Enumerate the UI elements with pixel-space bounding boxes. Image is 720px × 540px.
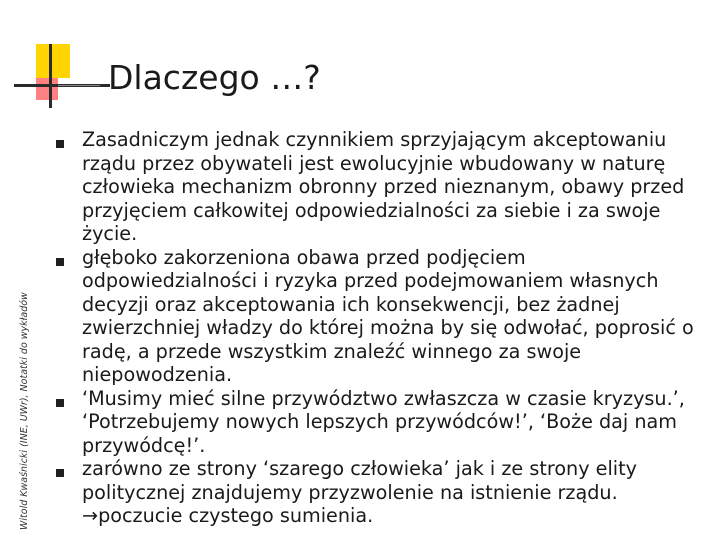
square-bullet-icon [56,399,64,407]
bullet-item [56,387,706,458]
side-note: Witold Kwaśnicki (INE, UWr), Notatki do wykładów [19,292,30,530]
slide-logo-decoration [0,0,120,120]
bullet-text: zarówno ze strony ‘szarego człowieka’ jak i ze strony elity politycznej znajdujemy przyzwolenie na istnienie rządu. →poczucie czystego sumienia. [82,457,638,527]
bullet-item [56,128,706,246]
bullet-text: głęboko zakorzeniona obawa przed podjęciem odpowiedzialności i ryzyka przed podejmowaniem własnych decyzji oraz akceptowania ich konsekwencji, bez żadnej zwierzchniej władzy do której można by się odwołać, poprosić o radę, a przede wszystkim znaleźć winnego za swoje niepowodzenia. [82,245,694,386]
yellow-square-decoration [36,44,70,78]
red-square-decoration [36,78,58,100]
slide-title: Dlaczego …? [108,58,321,97]
title-rule [58,85,100,86]
bullet-text: ‘Musimy mieć silne przywództwo zwłaszcza w czasie kryzysu.’, ‘Potrzebujemy nowych lepszych przywódców!’, ‘Boże daj nam przywódcę!’. [82,386,685,457]
bullet-item [56,246,706,387]
bullet-item [56,457,706,528]
square-bullet-icon [56,469,64,477]
bullet-text: Zasadniczym jednak czynnikiem sprzyjającym akceptowaniu rządu przez obywateli jest ewolucyjnie wbudowany w naturę człowieka mechanizm obronny przed nieznanym, obawy przed przyjęciem całkowitej odpowiedzialności za siebie i za swoje życie. [82,128,685,245]
square-bullet-icon [56,258,64,266]
square-bullet-icon [56,140,64,148]
vertical-line-decoration [49,44,52,108]
bullet-list [56,128,706,528]
